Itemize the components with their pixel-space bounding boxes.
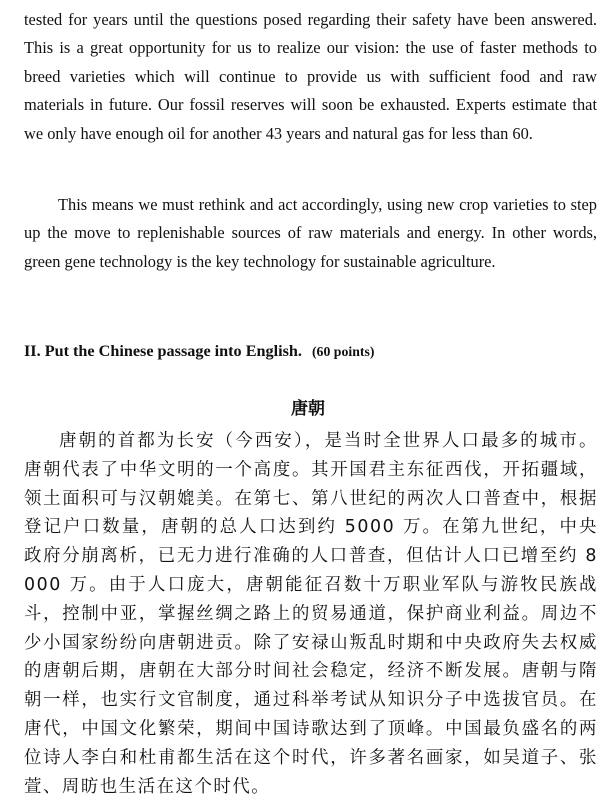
passage-paragraph-1: tested for years until the questions posed regarding their safety have been answered. This is a great opportunity for us to realize our vision: the use of faster methods to breed varieties which will continue to provide us with sufficient food and raw materials in future. Our fossil reserves will soon be exhausted. Experts estimate that we only have enough oil for another 43 years and natural gas for less than 60.: [24, 10, 597, 143]
chinese-passage-title: 唐朝: [291, 399, 325, 419]
section-points: (60 points): [311, 344, 375, 359]
passage-paragraph-2: This means we must rethink and act accordingly, using new crop varieties to step up the move to replenishable sources of raw materials and energy. In other words, green gene technology is the key technology for sustainable agriculture.: [24, 195, 597, 271]
chinese-passage-body: 唐朝的首都为长安（今西安），是当时全世界人口最多的城市。唐朝代表了中华文明的一个高度。其开国君主东征西伐，开拓疆域，领土面积可与汉朝媲美。在第七、第八世纪的两次人口普查中，根据登记户口数量，唐朝的总人口达到约 5000 万。在第九世纪，中央政府分崩离析，已无力进行准确的人口普查，但估计人口已增至约 8000 万。由于人口庞大，唐朝能征召数十万职业军队与游牧民族战斗，控制中亚，掌握丝绸之路上的贸易通道，保护商业利益。周边不少小国家纷纷向唐朝进贡。除了安禄山叛乱时期和中央政府失去权威的唐朝后期，唐朝在大部分时间社会稳定，经济不断发展。唐朝与隋朝一样，也实行文官制度，通过科举考试从知识分子中选拔官员。在唐代，中国文化繁荣，期间中国诗歌达到了顶峰。中国最负盛名的两位诗人李白和杜甫都生活在这个时代，许多著名画家，如吴道子、张萱、周昉也生活在这个时代。: [24, 431, 598, 797]
section-heading: [24, 339, 374, 364]
section-instruction: II. Put the Chinese passage into English.: [24, 342, 302, 360]
